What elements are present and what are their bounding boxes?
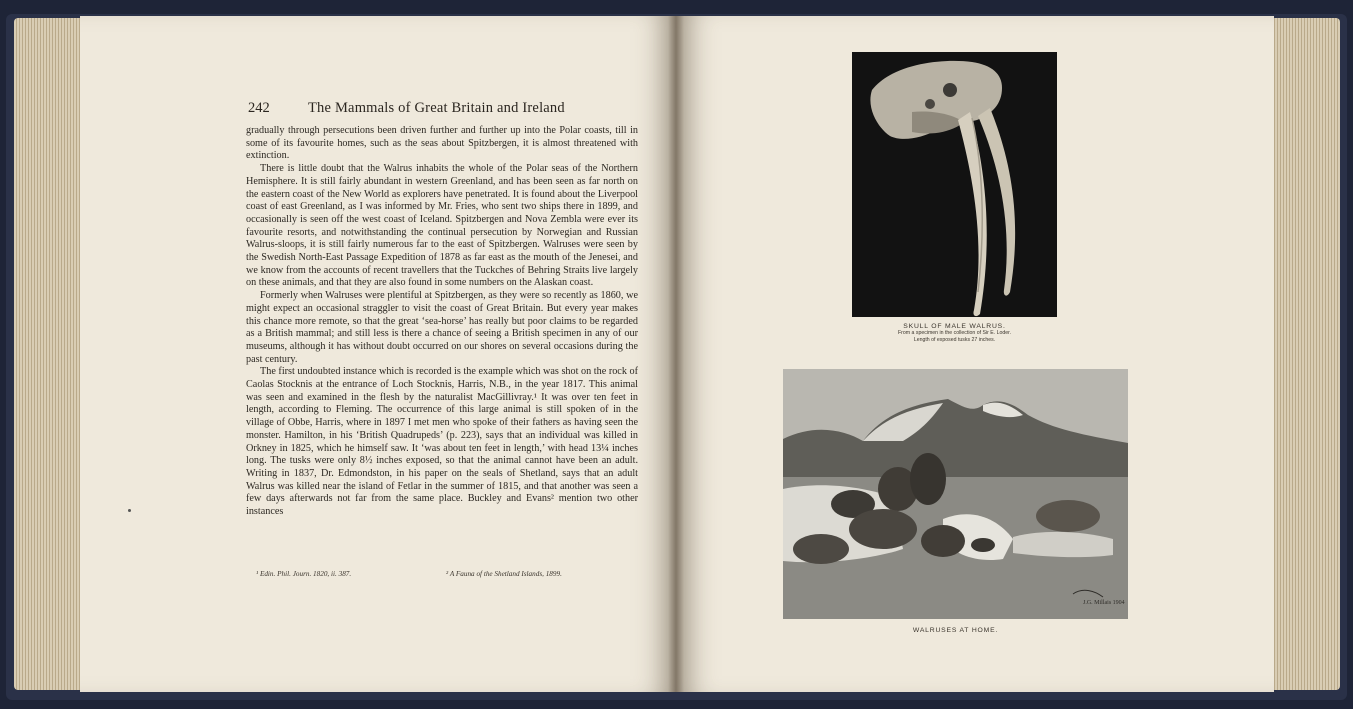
paragraph: The first undoubted instance which is recorded is the example which was shot on the rock of Caolas Stocknis at the entrance of Loch Stocknis, Harris, N.B., in the year 1817. This animal was seen and examined in the flesh by the naturalist MacGillivray.¹ It was over ten feet in length, according to Fleming. The occurrence of this large animal is still spoken of in the village of Obbe, Harris, where in 1897 I met men who spoke of their fathers as having seen the monster. Hamilton, in his ‘British Quadrupeds’ (p. 223), says that an individual was killed in Orkney in 1825, which he himself saw. It ‘was about ten feet in length,’ with head 13¼ inches long. The tusks were only 8½ inches exposed, so that the animal cannot have been an adult. Writing in 1837, Dr. Edmondston, in his paper on the seals of Shetland, says that an adult Walrus was killed near the island of Fetlar in the summer of 1815, and that another was seen a few days afterwards not far from the same place. Buckley and Evans² mention two other instances [246, 366, 638, 518]
running-head [248, 100, 648, 122]
plate1-source: From a specimen in the collection of Sir E. Loder. [897, 330, 1012, 336]
artist-signature: J.G. Millais 1904 [1083, 600, 1125, 606]
margin-mark [128, 509, 131, 512]
plate1-title: SKULL OF MALE WALRUS. [903, 323, 1006, 330]
running-title: The Mammals of Great Britain and Ireland [308, 100, 565, 116]
book-gutter [668, 16, 684, 692]
walrus-skull-photo [852, 52, 1057, 317]
body-text [246, 125, 638, 519]
paragraph: Formerly when Walruses were plentiful at Spitzbergen, as they were so recently as 1860, we might expect an occasional straggler to visit the coast of Great Britain. But every year makes this chance more remote, so that the great ‘sea-horse’ has really but poor claims to be regarded as a British mammal; and still less is there a chance of seeing a British specimen in any of our museums, although it has without doubt occurred on our shores on several occasions during the past century. [246, 290, 638, 365]
footnote: ² A Fauna of the Shetland Islands, 1899. [446, 570, 562, 578]
plate1-caption [852, 323, 1057, 344]
walruses-illustration [783, 369, 1128, 619]
page-number: 242 [248, 100, 270, 116]
plate1-length: Length of exposed tusks 27 inches. [913, 337, 996, 343]
plate2-caption: WALRUSES AT HOME. [912, 627, 999, 634]
footnote: ¹ Edin. Phil. Journ. 1820, ii. 387. [256, 570, 352, 578]
footnotes [256, 570, 636, 582]
paragraph: There is little doubt that the Walrus inhabits the whole of the Polar seas of the Northern Hemisphere. It is still fairly abundant in western Greenland, and has been seen as far north on the eastern coast of the New World as explorers have penetrated. It is found about the Liverpool coast of east Greenland, as I was informed by Mr. Fries, who sent two ships there in 1899, and occasionally is seen off the west coast of Iceland. Spitzbergen and Nova Zembla were ever its favourite resorts, and notwithstanding the continual persecution by Norwegian and Russian Walrus-sloops, it is still fairly numerous far to the east of Spitzbergen. Walruses were seen by the Swedish North-East Passage Expedition of 1878 as far east as the mouth of the Jenesei, and we know from the accounts of recent travellers that the Tuckches of Behring Straits live largely on these animals, and that they are also found in some numbers on the Alaskan coast. [246, 163, 638, 289]
right-page-edges [1272, 18, 1340, 690]
left-page-edges [14, 18, 82, 690]
paragraph: gradually through persecutions been driven further and further up into the Polar coasts, till in some of its favourite homes, such as the seas about Spitzbergen, it is almost threatened with extinction. [246, 125, 638, 162]
